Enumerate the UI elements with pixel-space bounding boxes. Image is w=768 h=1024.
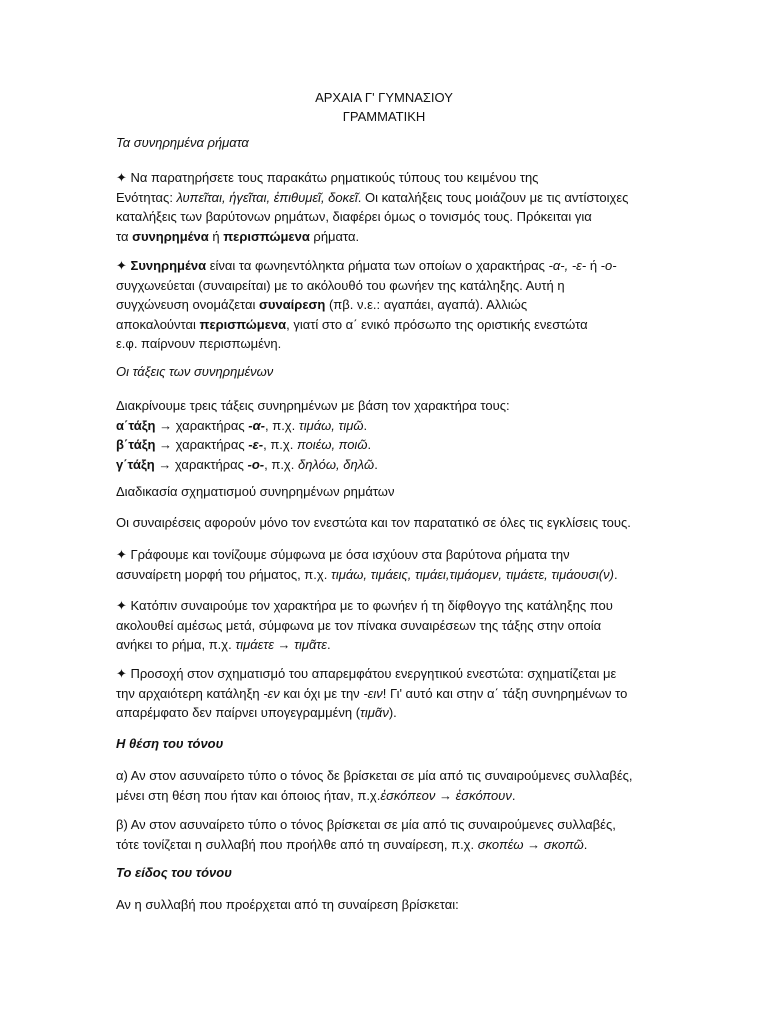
text-line: α) Αν στον ασυναίρετο τύπο ο τόνος δε βρίσκεται σε μία από τις συναιρούμενες συλλαβές, xyxy=(116,768,633,783)
paragraph-rule-a xyxy=(116,766,676,805)
example-forms: τιμάετε → τιμᾶτε xyxy=(235,637,327,652)
text-span: ανήκει το ρήμα, π.χ. xyxy=(116,637,236,652)
example-forms: ποιέω, ποιῶ xyxy=(296,437,368,452)
text-span: , π.χ. xyxy=(265,417,299,433)
ending: -εν xyxy=(263,685,280,701)
stem-vowel: -ε- xyxy=(248,437,264,452)
text-line: Διακρίνουμε τρεις τάξεις συνηρημένων με βάση τον χαρακτήρα τους: xyxy=(116,398,510,413)
paragraph-infinitive-note xyxy=(116,664,676,723)
text-span: . xyxy=(367,437,372,452)
text-span: ασυναίρετη μορφή του ρήματος, π.χ. xyxy=(116,566,331,582)
term-contracted: Συνηρημένα xyxy=(130,258,207,273)
text-line xyxy=(116,684,676,704)
text-line xyxy=(116,295,676,315)
section-title-contracted-verbs: Τα συνηρημένα ρήματα xyxy=(116,135,249,150)
text-span: απαρέμφατο δεν παίρνει υπογεγραμμένη ( xyxy=(116,705,361,720)
text-span: ρήματα. xyxy=(309,228,360,244)
text-line xyxy=(116,315,676,335)
text-span: . xyxy=(583,836,588,852)
text-span: μένει στη θέση που ήταν και όποιος ήταν, π.χ. xyxy=(116,787,381,803)
example-forms: ἐσκόπεον → ἐσκόπουν xyxy=(380,787,512,803)
example-forms: τιμάω, τιμῶ xyxy=(298,417,364,433)
ending: -ειν xyxy=(363,685,383,701)
text-line xyxy=(116,835,676,855)
text-span: ✦ xyxy=(116,258,131,273)
header-topic: ΓΡΑΜΜΑΤΙΚΗ xyxy=(342,109,426,124)
term-contracted: συνηρημένα xyxy=(132,228,209,244)
text-span: ! Γι' αυτό και στην α΄ τάξη συνηρημένων το xyxy=(382,685,628,701)
text-span: . xyxy=(511,787,516,803)
section-title-classes: Οι τάξεις των συνηρημένων xyxy=(116,364,274,379)
paragraph-classes xyxy=(116,396,676,474)
text-span: και όχι με την xyxy=(279,685,364,701)
paragraph-scope: Οι συναιρέσεις αφορούν μόνο τον ενεστώτα και τον παρατατικό σε όλες τις εγκλίσεις τους. xyxy=(116,515,631,530)
text-span: τότε τονίζεται η συλλαβή που προήλθε από τη συναίρεση, π.χ. xyxy=(116,836,478,852)
text-line xyxy=(116,256,676,276)
term-circumflexed: περισπώμενα xyxy=(199,316,287,332)
class-label: α΄τάξη xyxy=(116,417,156,433)
paragraph-step-contract xyxy=(116,596,676,655)
example-forms: σκοπέω → σκοπῶ xyxy=(477,836,584,852)
text-line xyxy=(116,703,676,723)
paragraph-step-write xyxy=(116,545,676,584)
text-line: ✦ Κατόπιν συναιρούμε τον χαρακτήρα με το φωνήεν ή τη δίφθογγο της κατάληξης που xyxy=(116,598,613,613)
class-label: γ΄τάξη xyxy=(116,456,155,472)
text-line: ✦ Προσοχή στον σχηματισμό του απαρεμφάτου ενεργητικού ενεστώτα: σχηματίζεται με xyxy=(116,666,617,681)
text-line: ακολουθεί αμέσως μετά, σύμφωνα με τον πίνακα συναιρέσεων της τάξης στην οποία xyxy=(116,617,602,633)
paragraph-definition xyxy=(116,256,676,354)
text-line: ✦ Γράφουμε και τονίζουμε σύμφωνα με όσα ισχύουν στα βαρύτονα ρήματα την xyxy=(116,547,570,562)
paragraph-observe-forms xyxy=(116,168,676,246)
section-title-accent-position: Η θέση του τόνου xyxy=(116,736,224,751)
class-row-alpha xyxy=(116,416,676,436)
text-span: Ενότητας: xyxy=(116,189,177,205)
text-line xyxy=(116,227,676,247)
section-title-formation: Διαδικασία σχηματισμού συνηρημένων ρημάτων xyxy=(116,484,395,499)
stem-vowel: -ο- xyxy=(600,258,617,273)
term-circumflexed: περισπώμενα xyxy=(223,228,310,244)
text-line: ε.φ. παίρνουν περισπωμένη. xyxy=(116,336,282,351)
text-span: . Οι καταλήξεις τους μοιάζουν με τις αντίστοιχες xyxy=(357,189,629,205)
class-label: β΄τάξη xyxy=(116,437,156,452)
text-span: → χαρακτήρας xyxy=(155,437,249,452)
text-span: , π.χ. xyxy=(264,456,298,472)
term-contraction: συναίρεση xyxy=(259,297,326,312)
text-line: ✦ Να παρατηρήσετε τους παρακάτω ρηματικούς τύπους του κειμένου της xyxy=(116,170,539,185)
text-line xyxy=(116,565,676,585)
class-row-omicron xyxy=(116,455,676,475)
text-span: → χαρακτήρας xyxy=(155,417,249,433)
example-forms: λυπεῖται, ἡγεῖται, ἐπιθυμεῖ, δοκεῖ xyxy=(176,189,358,205)
stem-vowel: -α- xyxy=(248,417,265,433)
text-span: ή xyxy=(208,228,224,244)
text-line: συγχωνεύεται (συναιρείται) με το ακόλουθό του φωνήεν της κατάληξης. Αυτή η xyxy=(116,277,565,293)
stem-vowels: -α-, -ε- xyxy=(548,258,587,273)
text-span: . xyxy=(374,456,378,472)
text-span: , γιατί στο α΄ ενικό πρόσωπο της οριστικής ενεστώτα xyxy=(286,316,588,332)
text-span: ). xyxy=(388,705,397,720)
text-span: τα xyxy=(116,228,133,244)
text-span: ή xyxy=(586,258,601,273)
example-forms: δηλόω, δηλῶ xyxy=(297,456,375,472)
document-header xyxy=(0,88,768,126)
text-line xyxy=(116,188,676,208)
text-span: την αρχαιότερη κατάληξη xyxy=(116,685,264,701)
text-span: . xyxy=(363,417,368,433)
example-forms: τιμάω, τιμάεις, τιμάει,τιμάομεν, τιμάετε, τιμάουσι(ν) xyxy=(330,566,614,582)
class-row-epsilon xyxy=(116,435,676,455)
text-span: → χαρακτήρας xyxy=(154,456,248,472)
header-subject: ΑΡΧΑΙΑ Γ' ΓΥΜΝΑΣΙΟΥ xyxy=(315,90,453,105)
text-span: είναι τα φωνηεντόληκτα ρήματα των οποίων ο χαρακτήρας xyxy=(206,258,549,273)
text-span: , π.χ. xyxy=(263,437,297,452)
text-span: (πβ. ν.ε.: αγαπάει, αγαπά). Αλλιώς xyxy=(325,297,528,312)
section-title-accent-type: Το είδος του τόνου xyxy=(116,865,232,880)
text-line: β) Αν στον ασυναίρετο τύπο ο τόνος βρίσκεται σε μία από τις συναιρούμενες συλλαβές, xyxy=(116,817,616,832)
text-span: . xyxy=(613,566,618,582)
text-span: συγχώνευση ονομάζεται xyxy=(116,297,259,312)
text-line xyxy=(116,786,676,806)
paragraph-accent-type: Αν η συλλαβή που προέρχεται από τη συναίρεση βρίσκεται: xyxy=(116,897,459,912)
text-line: καταλήξεις των βαρύτονων ρημάτων, διαφέρει όμως ο τονισμός τους. Πρόκειται για xyxy=(116,209,592,224)
stem-vowel: -ο- xyxy=(247,456,265,472)
text-line xyxy=(116,635,676,655)
example-forms: τιμᾶν xyxy=(360,705,389,720)
text-span: αποκαλούνται xyxy=(116,316,200,332)
paragraph-rule-b xyxy=(116,815,676,854)
text-span: . xyxy=(327,637,331,652)
